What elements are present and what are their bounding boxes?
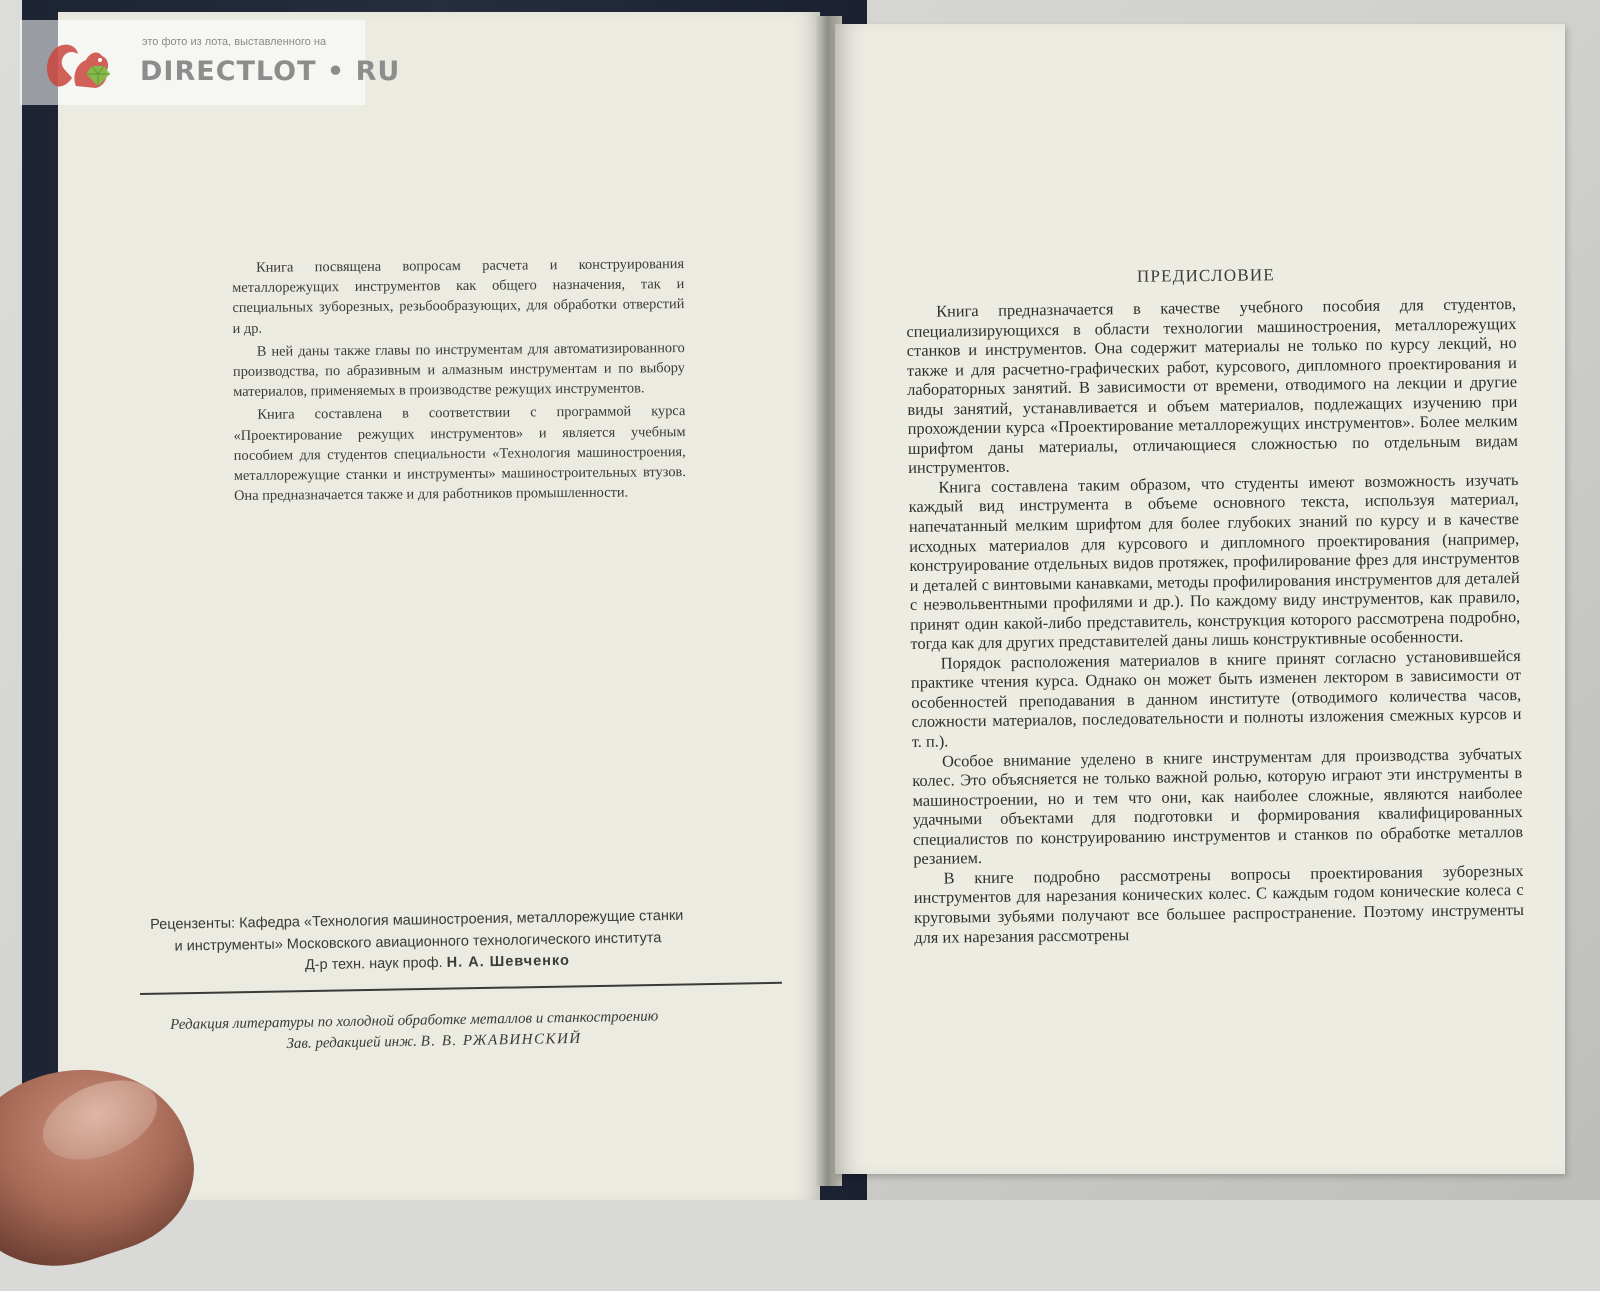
annotation-paragraph: Книга составлена в соответствии с программой курса «Проектирование режущих инструментов» и является учебным пособием для студентов специальности «Технология машиностроения, металлорежущие станки и инструменты» машиностроительных втузов. Она предназначается также и для работников промышленности. [233,403,686,505]
editor-name: В. В. РЖАВИНСКИЙ [420,1030,582,1050]
reviewers-line: Рецензенты: Кафедра «Технология машиностроения, металлорежущие станки [150,907,684,933]
editorial-line: Редакция литературы по холодной обработке металлов и станкостроению [170,1008,659,1033]
preface-text [906,294,1524,947]
annotation-paragraph: В ней даны также главы по инструментам для автоматизированного производства, по абразивным и алмазным инструментам и по выбору материалов, применяемых в производстве режущих инструментов. [232,339,686,401]
watermark-brand: DIRECTLOT • RU [140,56,401,87]
watermark [20,20,401,105]
editor-position: Зав. редакцией инж. [286,1033,418,1052]
squirrel-logo-icon [42,36,124,92]
reviewers-block [150,904,791,980]
reviewer-name: Н. А. Шевченко [446,952,571,971]
preface-paragraph: Порядок расположения материалов в книге принят согласно установившейся практике чтения курса. Однако он может быть изменен лектором в зависимости от особенностей преподавания в данном институте (отводимого количества часов, сложности материалов, последовательности и полноты изложения смежных курсов и т. п.). [910,645,1522,751]
annotation-paragraph: Книга посвящена вопросам расчета и конструирования металлорежущих инструментов как общего назначения, так и специальных зуборезных, резьбообразующих, для обработки отверстий и др. [232,256,685,337]
preface-paragraph: Особое внимание уделено в книге инструментам для производства зубчатых колес. Это объясняется не только важной ролью, которую играют эти инструменты в машиностроении, но и тем что они, как наиболее сложные, являются наиболее удачными объектами для подготовки и формирования квалифицированных специалистов по конструированию инструментов и станков по обработке металлов резанием. [912,743,1524,869]
preface-paragraph: Книга предназначается в качестве учебного пособия для студентов, специализирующихся в области технологии машиностроения, металлорежущих станков и инструментов. Она содержит материалы не только по курсу лекций, но также и для расчетно-графических работ, курсового, дипломного проектирования и лабораторных занятий. В зависимости от времени, отводимого на лекции и другие виды занятий, устанавливается и объем материалов, подлежащих изучению при прохождении курса «Проектирование металлорежущих инструментов». Более мелким шрифтом даны материалы, отличающиеся сложностью по отдельным видам инструментов. [906,294,1518,478]
preface-paragraph: Книга составлена таким образом, что студенты имеют возможность изучать каждый вид инструмента в объеме основного текста, используя материал, напечатанный мелким шрифтом для более глубоких знаний по курсу и в качестве исходных материалов для курсового и дипломного проектирования (например, конструирование отдельных видов протяжек, профилирование фрез для инструментов и деталей с винтовыми канавками, методы профилирования инструментов для деталей с неэвольвентными профилями и др.). По каждому виду инструментов, как правило, принят один какой-либо представитель, конструкция которого рассмотрена подробно, тогда как для других представителей даны лишь конструктивные особенности. [908,469,1521,654]
reviewers-line: и инструменты» Московского авиационного технологического института [174,929,662,955]
preface-title: ПРЕДИСЛОВИЕ [1136,265,1276,286]
book-annotation [232,254,686,509]
watermark-caption: это фото из лота, выставленного на [142,36,327,48]
preface-paragraph: В книге подробно рассмотрены вопросы проектирования зуборезных инструментов для нарезания конических колес. С каждым годом конические колеса с круговыми зубьями получают все большее распространение. Поэтому инструменты для их нарезания рассмотрены [913,860,1525,947]
reviewer-degree: Д-р техн. наук проф. [304,954,443,974]
